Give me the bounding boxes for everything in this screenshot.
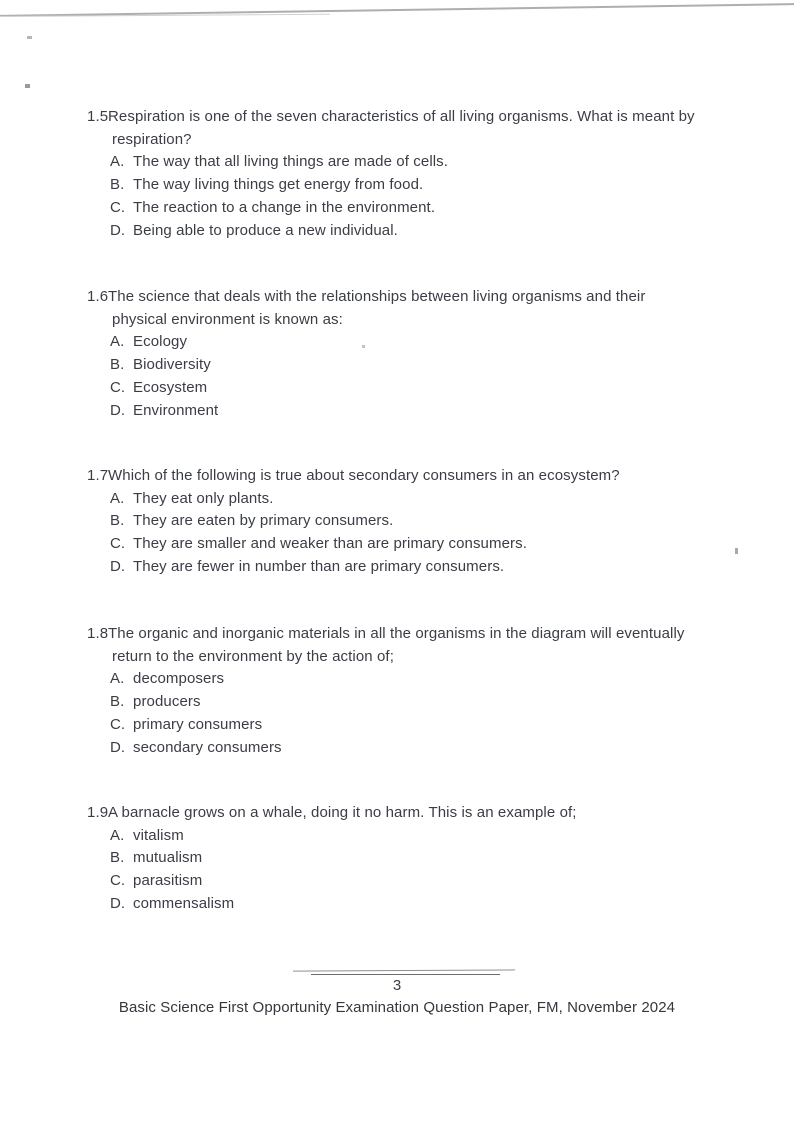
option-text: The way that all living things are made of cells. bbox=[133, 153, 449, 171]
option-row bbox=[87, 691, 685, 714]
option-row bbox=[87, 174, 695, 197]
option-text: They are fewer in number than are primary consumers. bbox=[133, 557, 505, 575]
option-text: secondary consumers bbox=[133, 738, 282, 756]
option-row bbox=[87, 668, 685, 691]
option-row bbox=[87, 714, 685, 737]
option-letter: B. bbox=[110, 512, 125, 530]
question-number: 1.5 bbox=[87, 108, 109, 125]
option-text: parasitism bbox=[133, 872, 203, 890]
footer-rule-top bbox=[293, 969, 515, 971]
question-head bbox=[87, 802, 577, 825]
question-head bbox=[87, 465, 620, 488]
option-letter: D. bbox=[110, 401, 126, 419]
option-text: Being able to produce a new individual. bbox=[133, 221, 398, 239]
option-row bbox=[87, 400, 645, 423]
option-row bbox=[87, 151, 695, 174]
option-letter: A. bbox=[110, 153, 125, 171]
option-letter: A. bbox=[110, 333, 125, 351]
question-text-line: The science that deals with the relationships between living organisms and their bbox=[108, 288, 646, 305]
option-list bbox=[87, 151, 695, 242]
option-letter: C. bbox=[110, 378, 126, 396]
question-1-7 bbox=[87, 465, 620, 579]
option-list bbox=[87, 488, 620, 579]
option-letter: A. bbox=[110, 489, 125, 507]
question-head bbox=[87, 623, 685, 646]
option-row bbox=[87, 737, 685, 760]
question-text-line: physical environment is known as: bbox=[112, 310, 343, 328]
option-row bbox=[87, 331, 645, 354]
option-letter: D. bbox=[110, 894, 126, 912]
option-text: producers bbox=[133, 693, 201, 711]
question-1-5 bbox=[87, 106, 695, 242]
footer-text: Basic Science First Opportunity Examination Question Paper, FM, November 2024 bbox=[118, 999, 676, 1016]
option-letter: A. bbox=[110, 670, 125, 688]
option-text: They are smaller and weaker than are primary consumers. bbox=[133, 535, 527, 553]
question-text-line: respiration? bbox=[112, 130, 192, 148]
question-text-line: A barnacle grows on a whale, doing it no harm. This is an example of; bbox=[108, 804, 577, 821]
option-list bbox=[87, 825, 577, 916]
question-text-line: Which of the following is true about secondary consumers in an ecosystem? bbox=[108, 467, 620, 484]
scan-speck bbox=[735, 548, 738, 554]
option-letter: D. bbox=[110, 738, 126, 756]
question-number: 1.6 bbox=[87, 288, 109, 305]
option-letter: D. bbox=[110, 557, 126, 575]
question-1-8 bbox=[87, 623, 685, 759]
option-text: Ecology bbox=[133, 333, 188, 351]
option-letter: B. bbox=[110, 176, 125, 194]
option-text: They are eaten by primary consumers. bbox=[133, 512, 394, 530]
question-1-6 bbox=[87, 286, 645, 422]
question-number: 1.7 bbox=[87, 467, 109, 484]
option-text: Environment bbox=[133, 401, 219, 419]
question-number: 1.9 bbox=[87, 804, 109, 821]
option-row bbox=[87, 488, 620, 511]
option-letter: D. bbox=[110, 221, 126, 239]
option-row bbox=[87, 893, 577, 916]
option-text: The way living things get energy from food. bbox=[133, 176, 424, 194]
option-text: They eat only plants. bbox=[133, 489, 274, 507]
option-row bbox=[87, 556, 620, 579]
question-number: 1.8 bbox=[87, 625, 109, 642]
question-head bbox=[87, 106, 695, 129]
option-text: decomposers bbox=[133, 670, 225, 688]
scan-speck bbox=[27, 36, 32, 39]
option-row bbox=[87, 510, 620, 533]
option-row bbox=[87, 220, 695, 243]
option-text: Ecosystem bbox=[133, 378, 208, 396]
scan-speck bbox=[25, 84, 30, 88]
option-row bbox=[87, 354, 645, 377]
option-letter: C. bbox=[110, 715, 126, 733]
option-letter: C. bbox=[110, 872, 126, 890]
option-row bbox=[87, 870, 577, 893]
option-row bbox=[87, 197, 695, 220]
option-letter: C. bbox=[110, 535, 126, 553]
question-1-9 bbox=[87, 802, 577, 916]
page-number: 3 bbox=[392, 977, 402, 994]
option-letter: C. bbox=[110, 198, 126, 216]
option-letter: B. bbox=[110, 693, 125, 711]
option-text: commensalism bbox=[133, 894, 235, 912]
option-letter: B. bbox=[110, 849, 125, 867]
question-head bbox=[87, 286, 645, 309]
option-list bbox=[87, 668, 685, 759]
question-text-line: The organic and inorganic materials in all the organisms in the diagram will eventually bbox=[108, 625, 685, 642]
option-row bbox=[87, 377, 645, 400]
question-text-line: return to the environment by the action of; bbox=[112, 647, 394, 665]
option-letter: B. bbox=[110, 356, 125, 374]
option-text: mutualism bbox=[133, 849, 203, 867]
footer-rule-bottom bbox=[311, 974, 500, 976]
option-row bbox=[87, 825, 577, 848]
option-text: The reaction to a change in the environment. bbox=[133, 198, 436, 216]
option-row bbox=[87, 847, 577, 870]
option-text: primary consumers bbox=[133, 715, 263, 733]
question-text-line: Respiration is one of the seven characteristics of all living organisms. What is meant by bbox=[108, 108, 695, 125]
option-letter: A. bbox=[110, 826, 125, 844]
option-text: vitalism bbox=[133, 826, 184, 844]
option-list bbox=[87, 331, 645, 422]
option-text: Biodiversity bbox=[133, 356, 211, 374]
option-row bbox=[87, 533, 620, 556]
